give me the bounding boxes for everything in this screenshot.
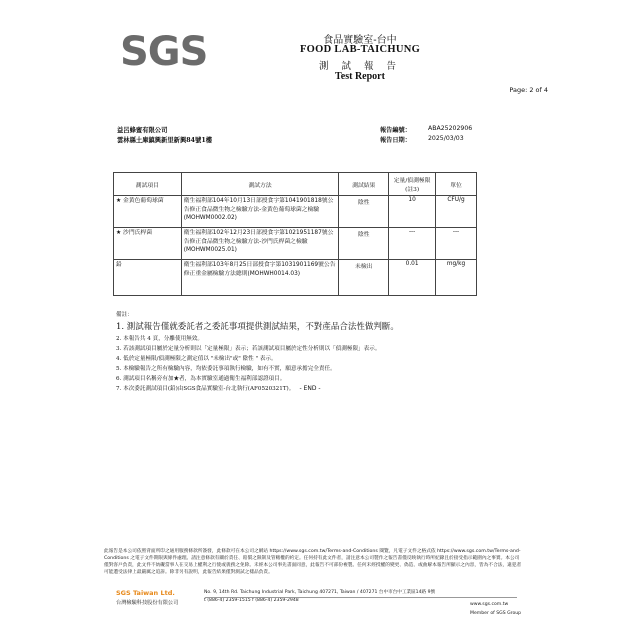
report-title-cn: 測 試 報 告 — [318, 61, 402, 72]
lab-name-en: FOOD LAB-TAICHUNG — [299, 44, 421, 55]
results-table — [113, 172, 477, 296]
footer-member: Member of SGS Group — [470, 611, 522, 616]
footer-company-cn: 台灣檢驗科技股份有限公司 — [116, 600, 179, 606]
client-name: 益呂蜂蜜有限公司 — [117, 127, 168, 134]
notes-title: 備註： — [116, 312, 133, 318]
note-item: 3. 若該測試項目屬於定量分析則以「定量極限」表示；若該測試項目屬於定性分析則以「偵測極限」表示。 — [116, 346, 381, 352]
footer-url[interactable]: www.sgs.com.tw — [470, 602, 509, 607]
cell-limit: --- — [389, 228, 436, 260]
report-date-row — [380, 135, 550, 143]
header-test-method: 測試方法 — [181, 173, 339, 196]
cell-unit: CFU/g — [436, 196, 477, 228]
footer-terms: 此報告是本公司依照背面所印之通用服務條款所簽發，此條款可在本公司之網站 https://www.sgs.com.tw/Terms-and-Conditions 閱覽，凡電子文件之格式依 https://www.sgs.com.tw/Terms-and-Conditions 之電子文件期限與條件處理。請注意條款有關於責任、賠償之限制及管轄權的約定。任何持有此文件者，請注意本公司製作之報告書僅反映執行時所紀錄且於接受指示範圍內之事實。本公司僅對客戶負責，此文件不妨礙當事人在交易上權利之行使或義務之免除。未經本公司事先書面同意，此報告不可部份複製。任何未經授權的變更、偽造、或曲解本報告所顯示之內容，皆為不合法，違犯者可能遭受法律上最嚴厲之追訴。除非另有說明，此報告結果僅對測試之樣品負責。 — [104, 549, 522, 575]
header-test-item: 測試項目 — [114, 173, 182, 196]
report-date-label: 報告日期： — [380, 137, 411, 144]
cell-method: 衛生福利部102年12月23日部授食字第1021951187號公告修正食品微生物之檢驗方法-沙門氏桿菌之檢驗(MOHWM0025.01) — [181, 228, 339, 260]
cell-limit: 10 — [389, 196, 436, 228]
footer-company-en: SGS Taiwan Ltd. — [116, 589, 175, 597]
header-unit: 單位 — [436, 173, 477, 196]
footer-phone: t (886-4) 2359-1515 f (886-4) 2359-2948 — [204, 598, 299, 603]
footer-company — [116, 589, 178, 606]
header-test-result: 測試結果 — [339, 173, 389, 196]
report-number-row — [380, 125, 550, 133]
cell-item: ★ 沙門氏桿菌 — [114, 228, 182, 260]
client-address: 雲林縣土庫鎮興新里新興84號1樓 — [117, 137, 213, 144]
note-item: 6. 測試項目名稱旁有加★者，為本實驗室通過衛生福利部認證項目。 — [116, 376, 286, 382]
cell-item: ★ 金黃色葡萄球菌 — [114, 196, 182, 228]
lab-name-cn: 食品實驗室-台中 — [323, 35, 397, 46]
notes-section — [116, 310, 546, 394]
cell-result: 未檢出 — [339, 260, 389, 296]
footer-divider — [205, 597, 517, 598]
header-limit: 定量/偵測極限(註3) — [389, 173, 436, 196]
note-item: 1. 測試報告僅就委託者之委託事項提供測試結果，不對產品合法性做判斷。 — [116, 322, 399, 332]
footer-address: No. 9, 14th Rd. Taichung Industrial Park, Taichung 407271, Taiwan / 407271 台中市台中工業區14路 9號 — [204, 590, 436, 595]
report-date-value: 2025/03/03 — [428, 135, 464, 142]
note-item: 2. 本報告共 4 頁，分離使用無效。 — [116, 336, 203, 342]
report-number-value: ABA25202906 — [428, 125, 473, 132]
cell-unit: --- — [436, 228, 477, 260]
note-item: 5. 本檢驗報告之所有檢驗內容，均依委託事項執行檢驗，如有不實，願意承擔完全責任。 — [116, 366, 336, 372]
cell-result: 陰性 — [339, 196, 389, 228]
table-row — [114, 196, 477, 228]
cell-result: 陰性 — [339, 228, 389, 260]
cell-method: 衛生福利部104年10月13日部授食字第1041901818號公告修正食品微生物之檢驗方法-金黃色葡萄球菌之檢驗(MOHWM0002.02) — [181, 196, 339, 228]
cell-limit: 0.01 — [389, 260, 436, 296]
end-marker: - END - — [299, 385, 321, 392]
cell-item: 鉛 — [114, 260, 182, 296]
cell-method: 衛生福利部103年8月25日部授食字第1031901169號公告修正重金屬檢驗方法總則(MOHWH0014.03) — [181, 260, 339, 296]
sgs-logo: SGS — [120, 29, 208, 75]
note-item: 4. 低於定量極限/偵測極限之測定值以 "未檢出"或" 陰性 " 表示。 — [116, 356, 277, 362]
page-number: Page: 2 of 4 — [509, 86, 548, 94]
cell-unit: mg/kg — [436, 260, 477, 296]
table-row — [114, 228, 477, 260]
report-number-label: 報告編號： — [380, 127, 411, 134]
note-item: 7. 本次委託測試項目(鉛)由SGS食品實驗室-台北執行(AF0520321T)。 — [116, 386, 295, 392]
report-title-en: Test Report — [335, 71, 385, 82]
table-row — [114, 260, 477, 296]
table-header-row — [114, 173, 477, 196]
